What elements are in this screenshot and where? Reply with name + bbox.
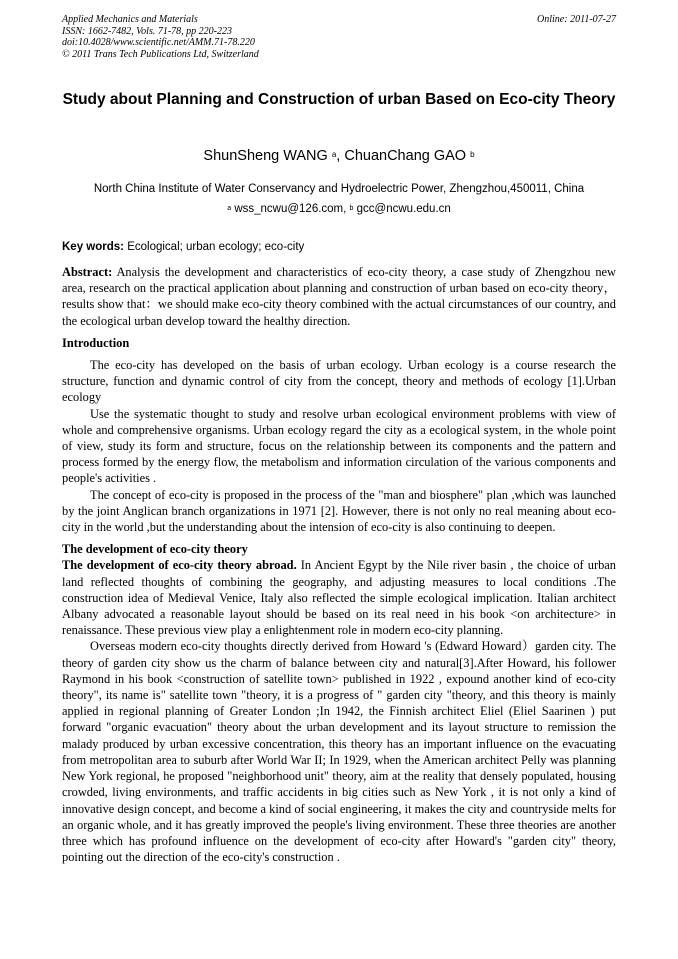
paper-title: Study about Planning and Construction of urban Based on Eco-city Theory: [62, 91, 616, 108]
online-date: Online: 2011-07-27: [537, 14, 616, 25]
email-mark: b: [349, 205, 354, 212]
paragraph: Use the systematic thought to study and resolve urban ecological environment problems with view of whole and comprehensive organisms. Urban ecology regard the city as a ecological system, in the whole point of view, study its form and structure, focus on the relationship between its components and the pattern and process formed by the energy flow, the metabolism and information circulation of the various components and people's activities .: [62, 406, 616, 486]
keywords-text: Ecological; urban ecology; eco-city: [127, 241, 305, 253]
author-name: ShunSheng WANG: [203, 148, 328, 164]
affiliation: North China Institute of Water Conservancy and Hydroelectric Power, Zhengzhou,450011, China: [93, 183, 585, 195]
keywords: [62, 240, 616, 255]
paragraph: The eco-city has developed on the basis of urban ecology. Urban ecology is a course research the structure, function and dynamic control of city from the concept, theory and methods of ecology [1].Urban ecology: [62, 358, 616, 405]
subsection-label: The development of eco-city theory abroad.: [62, 558, 297, 573]
journal-name: Applied Mechanics and Materials: [62, 14, 198, 25]
issn-line: ISSN: 1662-7482, Vols. 71-78, pp 220-223: [62, 25, 232, 37]
keywords-label: Key words:: [62, 241, 124, 253]
paper-body: [62, 264, 616, 865]
author-list: ShunSheng WANG $^a$, ChuanChang GAO $^b$: [203, 148, 475, 164]
copyright-line: © 2011 Trans Tech Publications Ltd, Switzerland: [62, 48, 259, 60]
paragraph: Overseas modern eco-city thoughts directly derived from Howard 's (Edward Howard）garden city. The theory of garden city show us the charm of balance between city and natural[3].After Howard, his follower Raymond in his book <construction of satellite town> published in 1922 , expound another kind of eco-city theory", its name is" satellite town "theory, it is a progress of " garden city "theory, and this theory is mainly applied in regional planning of Greater London ;In 1942, the Finnish architect Eliel (Eliel Saarinen ) put forward "organic evacuation" theory about the urban development and its layout structure to remission the malady produced by urban excessive concentration, this theory has an important influence on the evacuating from metropolitan area to suburb after World War II; In 1929, when the American architect Pelly was planning New York regional, he proposed "neighborhood unit" theory, aim at the reality that densely populated, housing crowded, living environments, and traffic accidents in big cities such as New York , it is not only a kind of innovative design concept, and become a kind of social engineering, it makes the city and countryside melts for an organic whole, and it has greatly improved the people's living environment. These three theories are another three which has profound influence on the development of eco-city after Howard's "garden city" theory, pointing out the direction of the eco-city's construction .: [62, 639, 616, 865]
section-heading-introduction: Introduction: [62, 335, 130, 350]
abstract: [62, 264, 616, 329]
author-mark: b: [470, 150, 475, 159]
doi-line: doi:10.4028/www.scientific.net/AMM.71-78.220: [62, 37, 255, 48]
author-name: ChuanChang GAO: [344, 148, 467, 164]
abstract-text: Analysis the development and characteristics of eco-city theory, a case study of Zhengzhou new area, research on the practical application about planning and construction of urban based on eco-city theory，results show that：we should make eco-city theory combined with the actual circumstances of our country, and the ecological urban develop toward the healthy direction.: [62, 265, 616, 328]
paragraph: The concept of eco-city is proposed in the process of the "man and biosphere" plan ,which was launched by the joint Anglican branch organizations in 1971 [2]. However, there is not only no real meaning about eco-city in the world ,but the understanding about the intension of eco-city is also continuing to deepen.: [62, 487, 616, 535]
journal-header: [62, 14, 616, 60]
abstract-label: Abstract:: [62, 265, 113, 279]
section-heading-development: The development of eco-city theory: [62, 542, 248, 557]
author-mark: a: [331, 150, 337, 159]
email-mark: a: [227, 205, 232, 212]
email-address: wss_ncwu@126.com: [234, 203, 344, 215]
email-list: $^a$ wss_ncwu@126.com, $^b$ gcc@ncwu.edu.cn: [227, 203, 451, 215]
paragraph: [62, 557, 616, 638]
paragraph-text: In Ancient Egypt by the Nile river basin , the choice of urban land reflected thoughts of combining the geography, and adjusting measures to local conditions .The construction idea of Medieval Venice, Italy also reflected the simple ecological implication. Italian architect Albany advocated a reasonable layout should be based on its real need in his book <on architecture> in renaissance. These previous view play a enlightenment role in modern eco-city planning.: [62, 558, 616, 638]
email-address: gcc@ncwu.edu.cn: [356, 203, 451, 215]
